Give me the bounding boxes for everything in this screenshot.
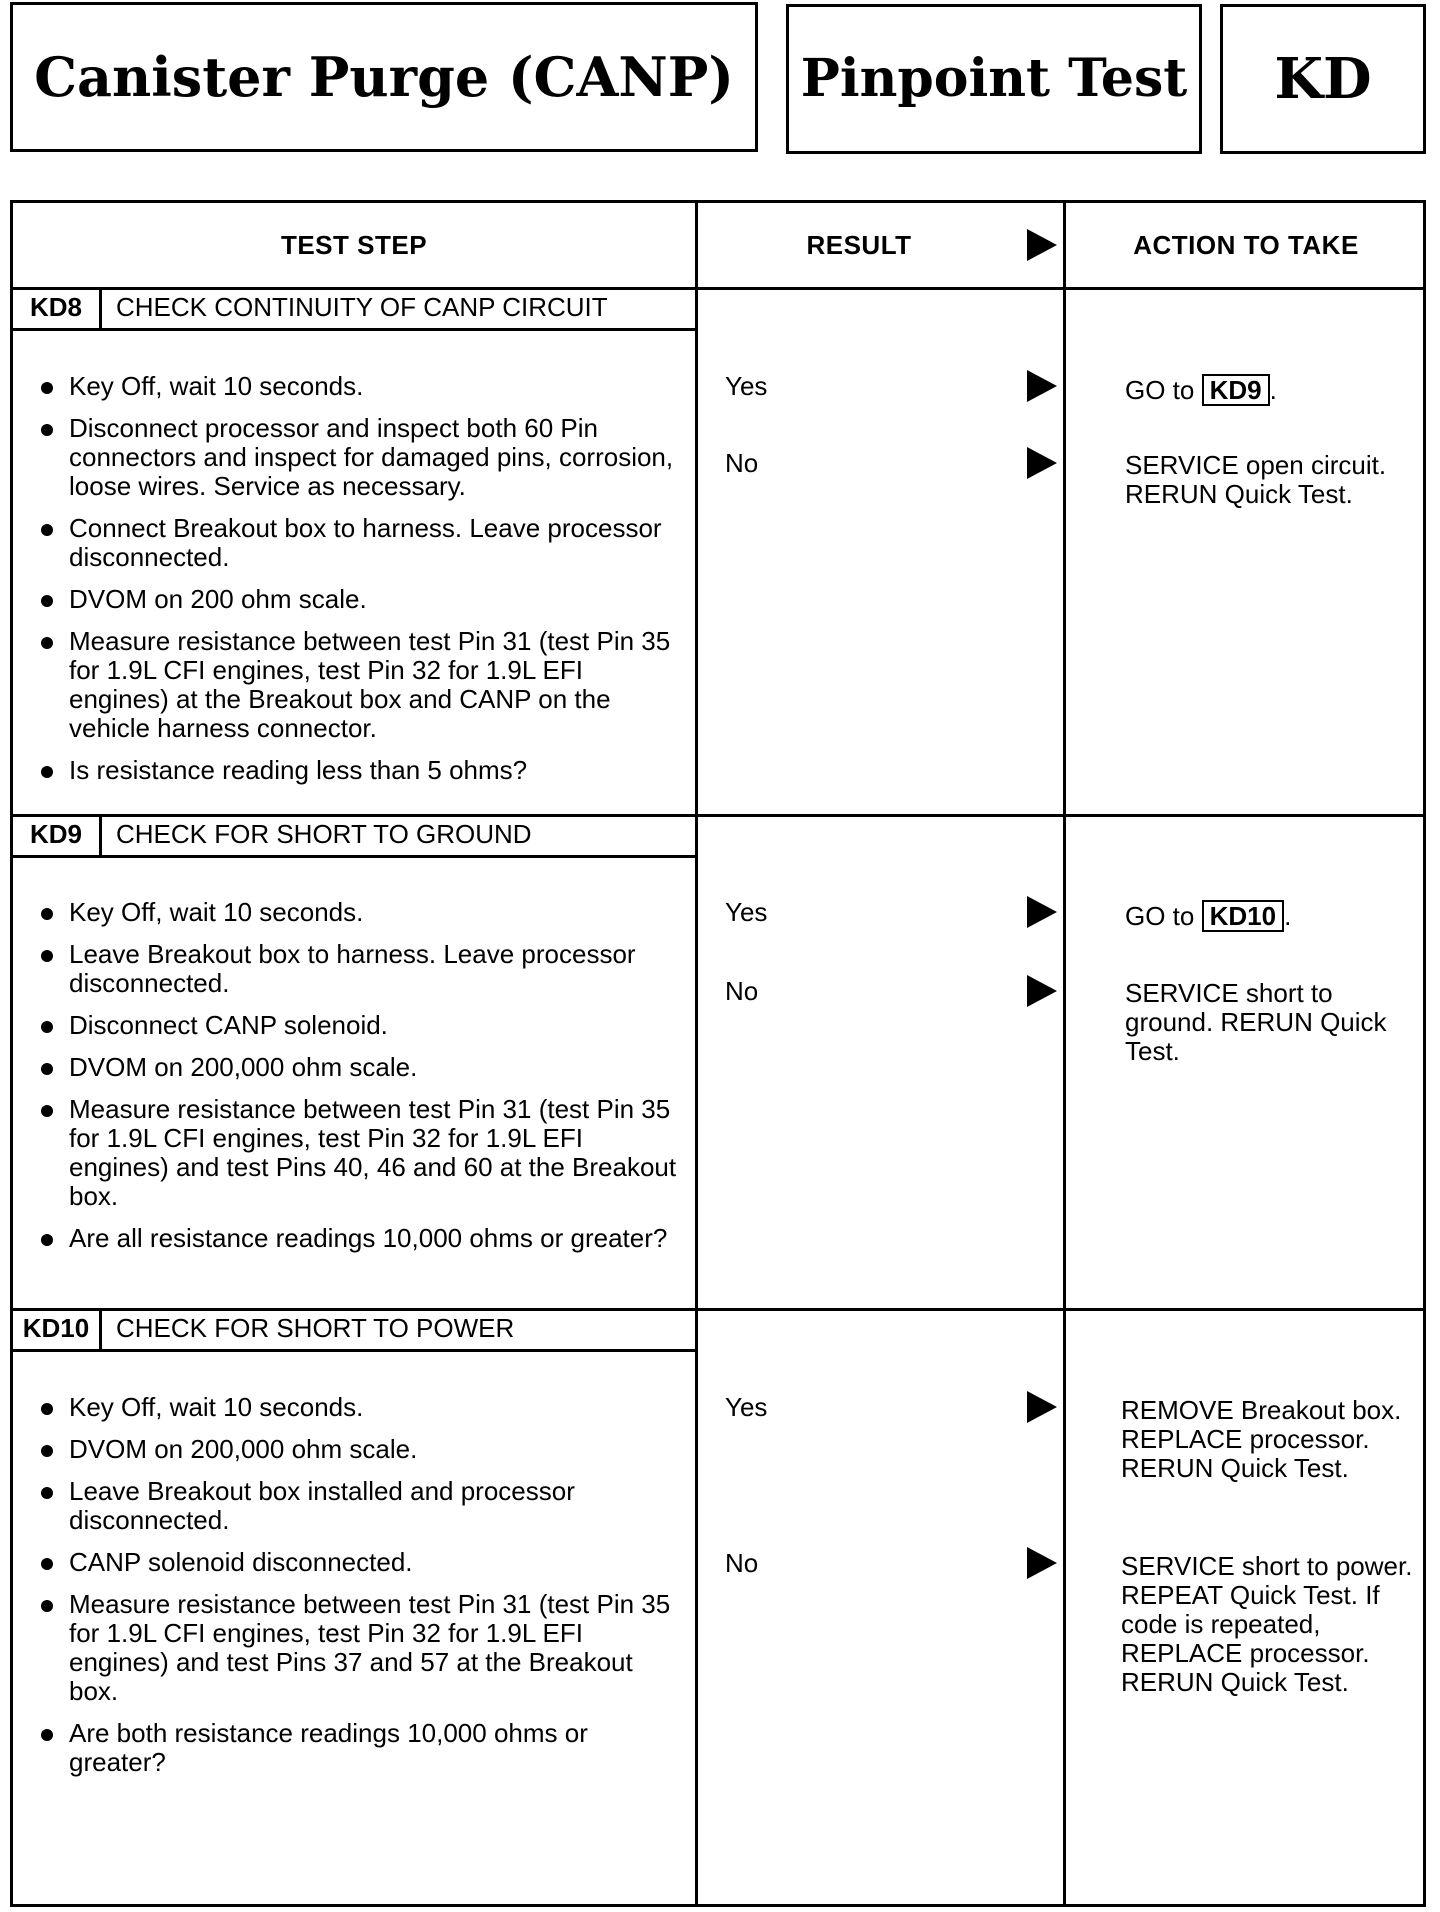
step-id: KD9 <box>13 814 102 855</box>
step-reference-box: KD10 <box>1202 900 1284 932</box>
step-bullet: Measure resistance between test Pin 31 (test Pin 35 for 1.9L CFI engines, test Pin 32 for 1.9L EFI engines) and test Pins 40, 46 and 60 at the Breakout box. <box>37 1095 687 1211</box>
step-reference-box: KD9 <box>1202 374 1270 406</box>
step-bullet: Leave Breakout box installed and processor disconnected. <box>37 1477 687 1535</box>
action-suffix: . <box>1284 901 1292 931</box>
step-bullet: Key Off, wait 10 seconds. <box>37 1393 687 1422</box>
result-label: No <box>725 976 759 1006</box>
result-label: No <box>725 448 759 478</box>
step-bullet-list <box>37 898 687 1266</box>
action-prefix: GO to <box>1125 375 1195 405</box>
pinpoint-table <box>10 200 1426 1907</box>
step-title: CHECK FOR SHORT TO GROUND <box>116 819 532 849</box>
step-bullet: Are all resistance readings 10,000 ohms or greater? <box>37 1224 687 1253</box>
step-id: KD10 <box>13 1308 102 1349</box>
step-header <box>13 814 695 858</box>
column-header-action: ACTION TO TAKE <box>1133 229 1359 260</box>
result-label: Yes <box>725 1392 768 1422</box>
step-bullet: DVOM on 200,000 ohm scale. <box>37 1435 687 1464</box>
action-text <box>1125 900 1425 932</box>
step-bullet: Key Off, wait 10 seconds. <box>37 898 687 927</box>
step-id: KD8 <box>13 287 102 328</box>
step-bullet: Measure resistance between test Pin 31 (test Pin 35 for 1.9L CFI engines, test Pin 32 for 1.9L EFI engines) at the Breakout box and CANP on the vehicle harness connector. <box>37 627 687 743</box>
page-title: Canister Purge (CANP) <box>10 2 758 152</box>
test-code-label: KD <box>1220 4 1426 154</box>
step-bullet: Measure resistance between test Pin 31 (test Pin 35 for 1.9L CFI engines, test Pin 32 for 1.9L EFI engines) and test Pins 37 and 57 at the Breakout box. <box>37 1590 687 1706</box>
step-header <box>13 287 695 331</box>
step-bullet: CANP solenoid disconnected. <box>37 1548 687 1577</box>
result-arrow-icon <box>1027 1547 1057 1579</box>
result-arrow-icon <box>1027 896 1057 928</box>
action-text: REMOVE Breakout box. REPLACE processor. RERUN Quick Test. <box>1121 1395 1402 1483</box>
column-divider <box>695 203 698 1904</box>
action-prefix: GO to <box>1125 901 1195 931</box>
column-header-result-label: RESULT <box>806 229 912 260</box>
action-text <box>1125 374 1425 406</box>
result-label: Yes <box>725 371 768 401</box>
test-kind-label: Pinpoint Test <box>786 4 1202 154</box>
step-bullet: Disconnect processor and inspect both 60 Pin connectors and inspect for damaged pins, corrosion, loose wires. Service as necessary. <box>37 414 687 501</box>
action-text: SERVICE short to power. REPEAT Quick Test. If code is repeated, REPLACE processor. RERUN Quick Test. <box>1121 1551 1413 1697</box>
column-header-test-step: TEST STEP <box>280 229 428 260</box>
step-title: CHECK CONTINUITY OF CANP CIRCUIT <box>116 292 608 322</box>
column-header-result <box>695 203 1063 287</box>
step-bullet: Leave Breakout box to harness. Leave processor disconnected. <box>37 940 687 998</box>
step-bullet: Key Off, wait 10 seconds. <box>37 372 687 401</box>
step-bullet: Connect Breakout box to harness. Leave processor disconnected. <box>37 514 687 572</box>
result-label: Yes <box>725 897 768 927</box>
step-bullet: DVOM on 200,000 ohm scale. <box>37 1053 687 1082</box>
result-arrow-icon <box>1027 975 1057 1007</box>
result-arrow-icon <box>1027 229 1057 261</box>
action-text: SERVICE short to ground. RERUN Quick Test. <box>1125 978 1387 1066</box>
column-divider <box>1063 203 1066 1904</box>
step-header <box>13 1308 695 1352</box>
step-bullet: Disconnect CANP solenoid. <box>37 1011 687 1040</box>
action-text: SERVICE open circuit. RERUN Quick Test. <box>1125 450 1387 509</box>
step-bullet-list <box>37 1393 687 1790</box>
action-suffix: . <box>1269 375 1277 405</box>
step-bullet: Are both resistance readings 10,000 ohms or greater? <box>37 1719 687 1777</box>
step-title: CHECK FOR SHORT TO POWER <box>116 1313 515 1343</box>
result-arrow-icon <box>1027 1391 1057 1423</box>
step-bullet: DVOM on 200 ohm scale. <box>37 585 687 614</box>
result-label: No <box>725 1548 759 1578</box>
step-bullet: Is resistance reading less than 5 ohms? <box>37 756 687 785</box>
step-bullet-list <box>37 372 687 798</box>
result-arrow-icon <box>1027 370 1057 402</box>
result-arrow-icon <box>1027 447 1057 479</box>
